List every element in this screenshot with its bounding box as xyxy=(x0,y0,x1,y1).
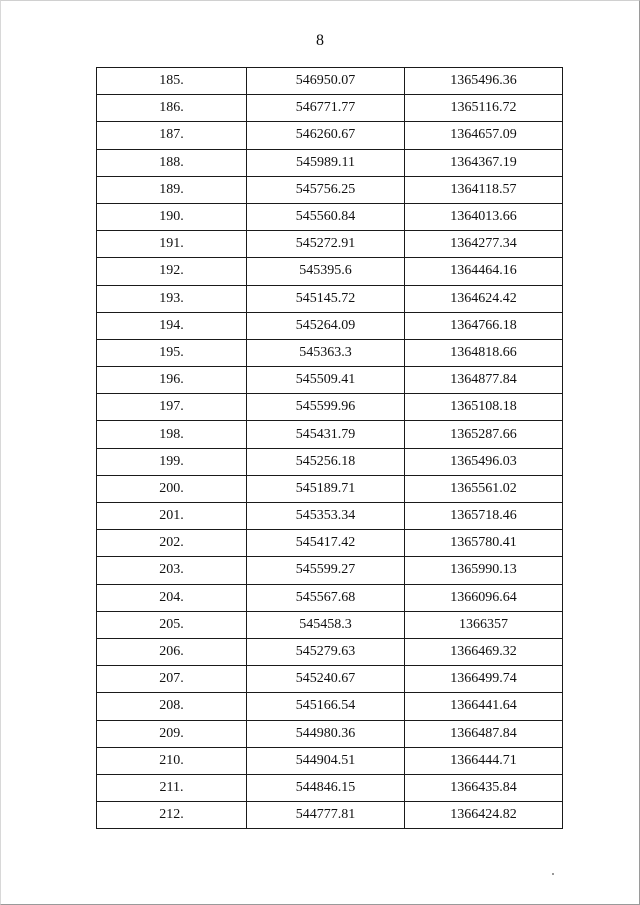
table-row xyxy=(97,557,563,584)
table-row xyxy=(97,231,563,258)
page-number: 8 xyxy=(316,32,324,49)
y-coordinate-cell: 1366444.71 xyxy=(405,747,563,774)
point-number-cell: 210. xyxy=(97,747,247,774)
y-coordinate-cell: 1366435.84 xyxy=(405,774,563,801)
table-row xyxy=(97,584,563,611)
x-coordinate-cell: 544777.81 xyxy=(247,802,405,829)
table-row xyxy=(97,367,563,394)
table-row xyxy=(97,611,563,638)
point-number-cell: 209. xyxy=(97,720,247,747)
x-coordinate-cell: 545560.84 xyxy=(247,203,405,230)
point-number-cell: 186. xyxy=(97,95,247,122)
y-coordinate-cell: 1365561.02 xyxy=(405,475,563,502)
x-coordinate-cell: 545567.68 xyxy=(247,584,405,611)
y-coordinate-cell: 1364277.34 xyxy=(405,231,563,258)
x-coordinate-cell: 545279.63 xyxy=(247,638,405,665)
table-row xyxy=(97,312,563,339)
point-number-cell: 211. xyxy=(97,774,247,801)
point-number-cell: 204. xyxy=(97,584,247,611)
x-coordinate-cell: 545756.25 xyxy=(247,176,405,203)
table-row xyxy=(97,530,563,557)
x-coordinate-cell: 545458.3 xyxy=(247,611,405,638)
point-number-cell: 195. xyxy=(97,339,247,366)
point-number-cell: 192. xyxy=(97,258,247,285)
y-coordinate-cell: 1365116.72 xyxy=(405,95,563,122)
point-number-cell: 193. xyxy=(97,285,247,312)
y-coordinate-cell: 1364766.18 xyxy=(405,312,563,339)
table-row xyxy=(97,448,563,475)
y-coordinate-cell: 1366357 xyxy=(405,611,563,638)
point-number-cell: 202. xyxy=(97,530,247,557)
x-coordinate-cell: 545989.11 xyxy=(247,149,405,176)
coordinates-table-body xyxy=(97,68,563,829)
point-number-cell: 190. xyxy=(97,203,247,230)
point-number-cell: 200. xyxy=(97,475,247,502)
y-coordinate-cell: 1366487.84 xyxy=(405,720,563,747)
point-number-cell: 197. xyxy=(97,394,247,421)
y-coordinate-cell: 1364818.66 xyxy=(405,339,563,366)
x-coordinate-cell: 544846.15 xyxy=(247,774,405,801)
y-coordinate-cell: 1366499.74 xyxy=(405,666,563,693)
point-number-cell: 198. xyxy=(97,421,247,448)
scan-speck xyxy=(552,873,554,875)
x-coordinate-cell: 546950.07 xyxy=(247,68,405,95)
point-number-cell: 208. xyxy=(97,693,247,720)
table-row xyxy=(97,122,563,149)
table-row xyxy=(97,774,563,801)
y-coordinate-cell: 1366424.82 xyxy=(405,802,563,829)
x-coordinate-cell: 545272.91 xyxy=(247,231,405,258)
table-row xyxy=(97,747,563,774)
x-coordinate-cell: 545509.41 xyxy=(247,367,405,394)
table-row xyxy=(97,176,563,203)
x-coordinate-cell: 545395.6 xyxy=(247,258,405,285)
table-row xyxy=(97,285,563,312)
table-row xyxy=(97,475,563,502)
x-coordinate-cell: 545599.27 xyxy=(247,557,405,584)
point-number-cell: 194. xyxy=(97,312,247,339)
y-coordinate-cell: 1365287.66 xyxy=(405,421,563,448)
x-coordinate-cell: 545256.18 xyxy=(247,448,405,475)
y-coordinate-cell: 1365496.03 xyxy=(405,448,563,475)
x-coordinate-cell: 546260.67 xyxy=(247,122,405,149)
table-row xyxy=(97,95,563,122)
point-number-cell: 201. xyxy=(97,503,247,530)
y-coordinate-cell: 1364624.42 xyxy=(405,285,563,312)
y-coordinate-cell: 1364657.09 xyxy=(405,122,563,149)
x-coordinate-cell: 545353.34 xyxy=(247,503,405,530)
table-row xyxy=(97,638,563,665)
point-number-cell: 199. xyxy=(97,448,247,475)
x-coordinate-cell: 545363.3 xyxy=(247,339,405,366)
x-coordinate-cell: 545166.54 xyxy=(247,693,405,720)
y-coordinate-cell: 1364877.84 xyxy=(405,367,563,394)
point-number-cell: 191. xyxy=(97,231,247,258)
x-coordinate-cell: 545264.09 xyxy=(247,312,405,339)
y-coordinate-cell: 1366441.64 xyxy=(405,693,563,720)
point-number-cell: 189. xyxy=(97,176,247,203)
table-row xyxy=(97,503,563,530)
y-coordinate-cell: 1365990.13 xyxy=(405,557,563,584)
coordinates-table xyxy=(96,67,563,829)
x-coordinate-cell: 544980.36 xyxy=(247,720,405,747)
y-coordinate-cell: 1366469.32 xyxy=(405,638,563,665)
x-coordinate-cell: 545431.79 xyxy=(247,421,405,448)
table-row xyxy=(97,666,563,693)
x-coordinate-cell: 545417.42 xyxy=(247,530,405,557)
point-number-cell: 205. xyxy=(97,611,247,638)
y-coordinate-cell: 1364367.19 xyxy=(405,149,563,176)
x-coordinate-cell: 545189.71 xyxy=(247,475,405,502)
y-coordinate-cell: 1364118.57 xyxy=(405,176,563,203)
point-number-cell: 185. xyxy=(97,68,247,95)
y-coordinate-cell: 1364013.66 xyxy=(405,203,563,230)
y-coordinate-cell: 1364464.16 xyxy=(405,258,563,285)
point-number-cell: 196. xyxy=(97,367,247,394)
point-number-cell: 188. xyxy=(97,149,247,176)
point-number-cell: 187. xyxy=(97,122,247,149)
table-row xyxy=(97,339,563,366)
table-row xyxy=(97,394,563,421)
table-row xyxy=(97,258,563,285)
table-row xyxy=(97,720,563,747)
x-coordinate-cell: 546771.77 xyxy=(247,95,405,122)
x-coordinate-cell: 544904.51 xyxy=(247,747,405,774)
y-coordinate-cell: 1365108.18 xyxy=(405,394,563,421)
x-coordinate-cell: 545599.96 xyxy=(247,394,405,421)
point-number-cell: 212. xyxy=(97,802,247,829)
point-number-cell: 203. xyxy=(97,557,247,584)
y-coordinate-cell: 1366096.64 xyxy=(405,584,563,611)
point-number-cell: 206. xyxy=(97,638,247,665)
table-row xyxy=(97,421,563,448)
point-number-cell: 207. xyxy=(97,666,247,693)
table-row xyxy=(97,149,563,176)
x-coordinate-cell: 545240.67 xyxy=(247,666,405,693)
y-coordinate-cell: 1365780.41 xyxy=(405,530,563,557)
y-coordinate-cell: 1365496.36 xyxy=(405,68,563,95)
x-coordinate-cell: 545145.72 xyxy=(247,285,405,312)
table-row xyxy=(97,693,563,720)
y-coordinate-cell: 1365718.46 xyxy=(405,503,563,530)
table-row xyxy=(97,802,563,829)
table-row xyxy=(97,68,563,95)
table-row xyxy=(97,203,563,230)
